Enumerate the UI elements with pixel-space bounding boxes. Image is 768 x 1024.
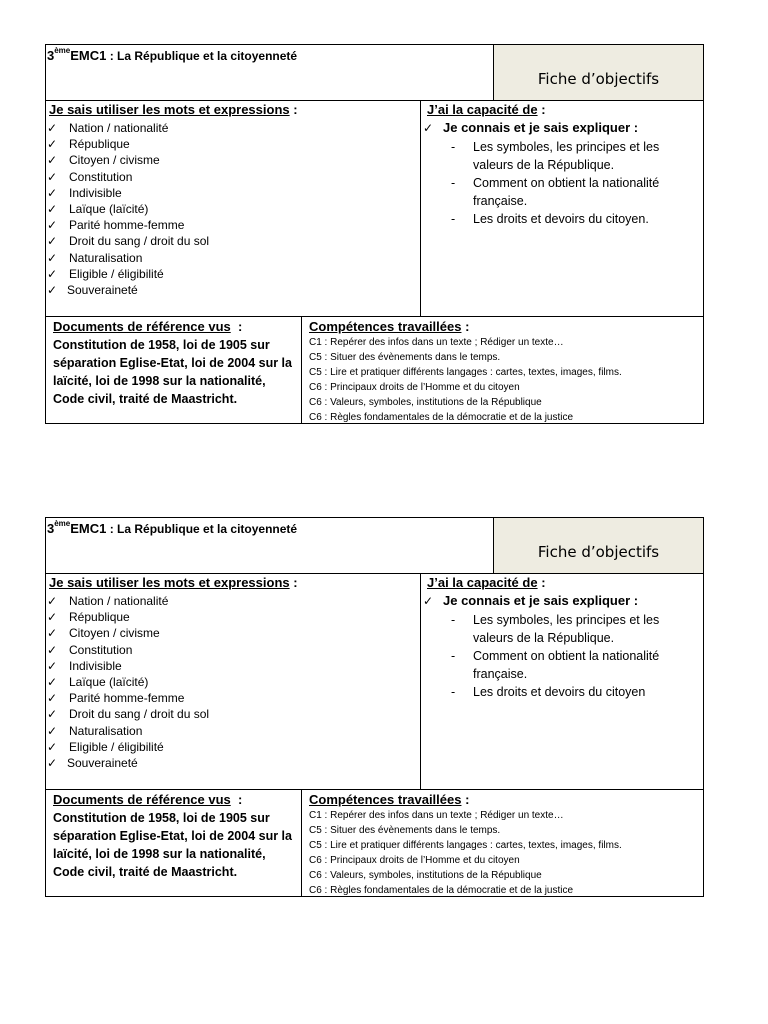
abilities-subheading bbox=[422, 593, 638, 608]
skill-item: C5 : Lire et pratiquer différents langages : cartes, textes, images, films. bbox=[309, 367, 622, 378]
vocabulary-item bbox=[46, 217, 185, 233]
vocabulary-heading-suffix: : bbox=[289, 575, 298, 590]
skill-item: C5 : Lire et pratiquer différents langages : cartes, textes, images, films. bbox=[309, 840, 622, 851]
vocabulary-item bbox=[46, 250, 143, 266]
check-icon: ✓ bbox=[47, 755, 58, 770]
check-icon: ✓ bbox=[47, 674, 58, 689]
vocabulary-item-label: Parité homme-femme bbox=[69, 218, 185, 233]
vocabulary-item-label: Eligible / éligibilité bbox=[69, 739, 164, 754]
abilities-cell bbox=[420, 100, 704, 317]
documents-heading-text: Documents de référence vus bbox=[53, 792, 231, 807]
vocabulary-item-label: Droit du sang / droit du sol bbox=[69, 707, 210, 722]
fiche-title-cell bbox=[493, 517, 704, 574]
documents-text: Constitution de 1958, loi de 1905 sur séparation Eglise-Etat, loi de 2004 sur la laïcité, loi de 1998 sur la nationalité, Code civil, traité de Maastricht. bbox=[53, 338, 292, 406]
skills-cell bbox=[301, 316, 704, 424]
level-number: 3 bbox=[47, 48, 55, 63]
vocabulary-item bbox=[46, 625, 160, 641]
vocabulary-item bbox=[46, 593, 169, 609]
abilities-heading bbox=[427, 102, 546, 117]
skills-heading bbox=[309, 319, 469, 334]
check-icon: ✓ bbox=[47, 691, 58, 706]
title-separator: : bbox=[106, 49, 118, 63]
skill-item: C5 : Situer des évènements dans le temps. bbox=[309, 352, 501, 363]
vocabulary-item bbox=[46, 136, 130, 152]
abilities-heading bbox=[427, 575, 546, 590]
check-icon: ✓ bbox=[47, 723, 58, 738]
course-subject: La République et la citoyenneté bbox=[117, 49, 298, 63]
vocabulary-item bbox=[46, 169, 133, 185]
check-icon: ✓ bbox=[47, 121, 58, 135]
vocabulary-item-label: Nation / nationalité bbox=[69, 594, 169, 608]
vocabulary-item bbox=[46, 185, 122, 201]
fiche-title: Fiche d’objectifs bbox=[537, 69, 660, 88]
documents-cell bbox=[45, 789, 302, 897]
dash-bullet: - bbox=[451, 685, 456, 699]
title-separator: : bbox=[106, 522, 118, 536]
dash-bullet: - bbox=[451, 176, 456, 190]
ability-item-label: Comment on obtient la nationalité française. bbox=[473, 176, 660, 208]
abilities-heading-text: J’ai la capacité de bbox=[427, 102, 538, 117]
check-icon: ✓ bbox=[47, 153, 58, 168]
vocabulary-item bbox=[46, 755, 138, 771]
vocabulary-item-label: Laïque (laïcité) bbox=[69, 674, 149, 689]
ability-item bbox=[451, 210, 701, 228]
vocabulary-item-label: Indivisible bbox=[69, 185, 122, 200]
vocabulary-item-label: Naturalisation bbox=[69, 250, 143, 265]
check-icon: ✓ bbox=[47, 658, 58, 673]
documents-cell bbox=[45, 316, 302, 424]
ability-item-label: Les droits et devoirs du citoyen bbox=[473, 685, 646, 699]
skill-item: C6 : Principaux droits de l’Homme et du citoyen bbox=[309, 855, 520, 866]
abilities-subheading-text: Je connais et je sais expliquer : bbox=[443, 593, 639, 608]
skills-heading bbox=[309, 792, 469, 807]
ability-item bbox=[451, 611, 701, 647]
vocabulary-cell bbox=[45, 100, 421, 317]
skills-cell bbox=[301, 789, 704, 897]
vocabulary-item bbox=[46, 152, 160, 168]
ability-item bbox=[451, 647, 701, 683]
vocabulary-item bbox=[46, 723, 143, 739]
check-icon: ✓ bbox=[423, 594, 434, 608]
documents-heading-suffix: : bbox=[230, 792, 243, 807]
skill-item: C6 : Règles fondamentales de la démocratie et de la justice bbox=[309, 412, 574, 423]
vocabulary-item-label: République bbox=[69, 137, 130, 152]
documents-heading-text: Documents de référence vus bbox=[53, 319, 231, 334]
vocabulary-item bbox=[46, 674, 149, 690]
skills-heading-suffix: : bbox=[461, 792, 470, 807]
skill-item: C6 : Règles fondamentales de la démocratie et de la justice bbox=[309, 885, 574, 896]
vocabulary-item-label: Nation / nationalité bbox=[69, 121, 169, 135]
ability-item bbox=[451, 138, 701, 174]
sheet-title bbox=[47, 48, 297, 63]
vocabulary-item-label: Laïque (laïcité) bbox=[69, 201, 149, 216]
abilities-heading-text: J’ai la capacité de bbox=[427, 575, 538, 590]
skill-item: C1 : Repérer des infos dans un texte ; Rédiger un texte… bbox=[309, 337, 564, 348]
level-number: 3 bbox=[47, 521, 55, 536]
check-icon: ✓ bbox=[47, 234, 58, 249]
vocabulary-item bbox=[46, 739, 164, 755]
level-superscript: ème bbox=[54, 46, 71, 55]
vocabulary-heading bbox=[49, 575, 298, 590]
title-cell bbox=[45, 517, 494, 574]
vocabulary-item-label: République bbox=[69, 610, 130, 625]
skill-item: C1 : Repérer des infos dans un texte ; Rédiger un texte… bbox=[309, 810, 564, 821]
vocabulary-item-label: Constitution bbox=[69, 169, 133, 184]
vocabulary-item bbox=[46, 706, 210, 722]
check-icon: ✓ bbox=[47, 250, 58, 265]
ability-item bbox=[451, 174, 701, 210]
vocabulary-item-label: Indivisible bbox=[69, 658, 122, 673]
vocabulary-item-label: Parité homme-femme bbox=[69, 691, 185, 706]
check-icon: ✓ bbox=[47, 594, 58, 608]
vocabulary-item-label: Eligible / éligibilité bbox=[69, 266, 164, 281]
skills-list bbox=[309, 808, 622, 898]
check-icon: ✓ bbox=[47, 201, 58, 216]
vocabulary-cell bbox=[45, 573, 421, 790]
course-code: EMC1 bbox=[70, 521, 107, 536]
vocabulary-item-label: Souveraineté bbox=[67, 282, 138, 297]
abilities-cell bbox=[420, 573, 704, 790]
dash-bullet: - bbox=[451, 212, 456, 226]
check-icon: ✓ bbox=[47, 218, 58, 233]
vocabulary-heading-suffix: : bbox=[289, 102, 298, 117]
abilities-subheading bbox=[422, 120, 638, 135]
skills-list bbox=[309, 335, 622, 425]
skills-heading-text: Compétences travaillées bbox=[309, 792, 462, 807]
skills-heading-text: Compétences travaillées bbox=[309, 319, 462, 334]
check-icon: ✓ bbox=[47, 610, 58, 625]
abilities-list bbox=[451, 611, 701, 701]
vocabulary-item bbox=[46, 609, 130, 625]
vocabulary-item-label: Droit du sang / droit du sol bbox=[69, 234, 210, 249]
vocabulary-item bbox=[46, 658, 122, 674]
check-icon: ✓ bbox=[47, 282, 58, 297]
vocabulary-item-label: Naturalisation bbox=[69, 723, 143, 738]
vocabulary-item bbox=[46, 690, 185, 706]
vocabulary-item-label: Souveraineté bbox=[67, 755, 138, 770]
check-icon: ✓ bbox=[47, 266, 58, 281]
fiche-title-cell bbox=[493, 44, 704, 101]
sheet-title bbox=[47, 521, 297, 536]
objectives-sheet-2 bbox=[45, 517, 704, 897]
vocabulary-heading-text: Je sais utiliser les mots et expressions bbox=[49, 102, 290, 117]
dash-bullet: - bbox=[451, 140, 456, 154]
dash-bullet: - bbox=[451, 649, 456, 663]
vocabulary-item-label: Citoyen / civisme bbox=[69, 626, 160, 641]
course-code: EMC1 bbox=[70, 48, 107, 63]
check-icon: ✓ bbox=[423, 121, 434, 135]
level-superscript: ème bbox=[54, 519, 71, 528]
check-icon: ✓ bbox=[47, 137, 58, 152]
documents-heading bbox=[53, 792, 242, 807]
vocabulary-item bbox=[46, 266, 164, 282]
vocabulary-item bbox=[46, 201, 149, 217]
skill-item: C5 : Situer des évènements dans le temps. bbox=[309, 825, 501, 836]
abilities-subheading-text: Je connais et je sais expliquer : bbox=[443, 120, 639, 135]
skills-heading-suffix: : bbox=[461, 319, 470, 334]
check-icon: ✓ bbox=[47, 642, 58, 657]
vocabulary-item bbox=[46, 120, 169, 136]
vocabulary-heading-text: Je sais utiliser les mots et expressions bbox=[49, 575, 290, 590]
documents-heading-suffix: : bbox=[230, 319, 243, 334]
abilities-heading-suffix: : bbox=[537, 102, 546, 117]
dash-bullet: - bbox=[451, 613, 456, 627]
ability-item bbox=[451, 683, 701, 701]
ability-item-label: Les symboles, les principes et les valeurs de la République. bbox=[473, 613, 660, 645]
skill-item: C6 : Valeurs, symboles, institutions de la République bbox=[309, 870, 542, 881]
course-subject: La République et la citoyenneté bbox=[117, 522, 298, 536]
documents-text: Constitution de 1958, loi de 1905 sur séparation Eglise-Etat, loi de 2004 sur la laïcité, loi de 1998 sur la nationalité, Code civil, traité de Maastricht. bbox=[53, 811, 292, 879]
check-icon: ✓ bbox=[47, 169, 58, 184]
check-icon: ✓ bbox=[47, 707, 58, 722]
vocabulary-heading bbox=[49, 102, 298, 117]
objectives-sheet-1 bbox=[45, 44, 704, 424]
check-icon: ✓ bbox=[47, 739, 58, 754]
check-icon: ✓ bbox=[47, 626, 58, 641]
ability-item-label: Les droits et devoirs du citoyen. bbox=[473, 212, 649, 226]
vocabulary-item bbox=[46, 233, 210, 249]
vocabulary-item-label: Constitution bbox=[69, 642, 133, 657]
abilities-list bbox=[451, 138, 701, 228]
vocabulary-item-label: Citoyen / civisme bbox=[69, 153, 160, 168]
ability-item-label: Les symboles, les principes et les valeurs de la République. bbox=[473, 140, 660, 172]
skill-item: C6 : Principaux droits de l’Homme et du citoyen bbox=[309, 382, 520, 393]
ability-item-label: Comment on obtient la nationalité française. bbox=[473, 649, 660, 681]
check-icon: ✓ bbox=[47, 185, 58, 200]
vocabulary-list bbox=[46, 120, 210, 298]
abilities-heading-suffix: : bbox=[537, 575, 546, 590]
vocabulary-item bbox=[46, 642, 133, 658]
skill-item: C6 : Valeurs, symboles, institutions de la République bbox=[309, 397, 542, 408]
fiche-title: Fiche d’objectifs bbox=[537, 542, 660, 561]
vocabulary-list bbox=[46, 593, 210, 771]
vocabulary-item bbox=[46, 282, 138, 298]
title-cell bbox=[45, 44, 494, 101]
documents-heading bbox=[53, 319, 242, 334]
